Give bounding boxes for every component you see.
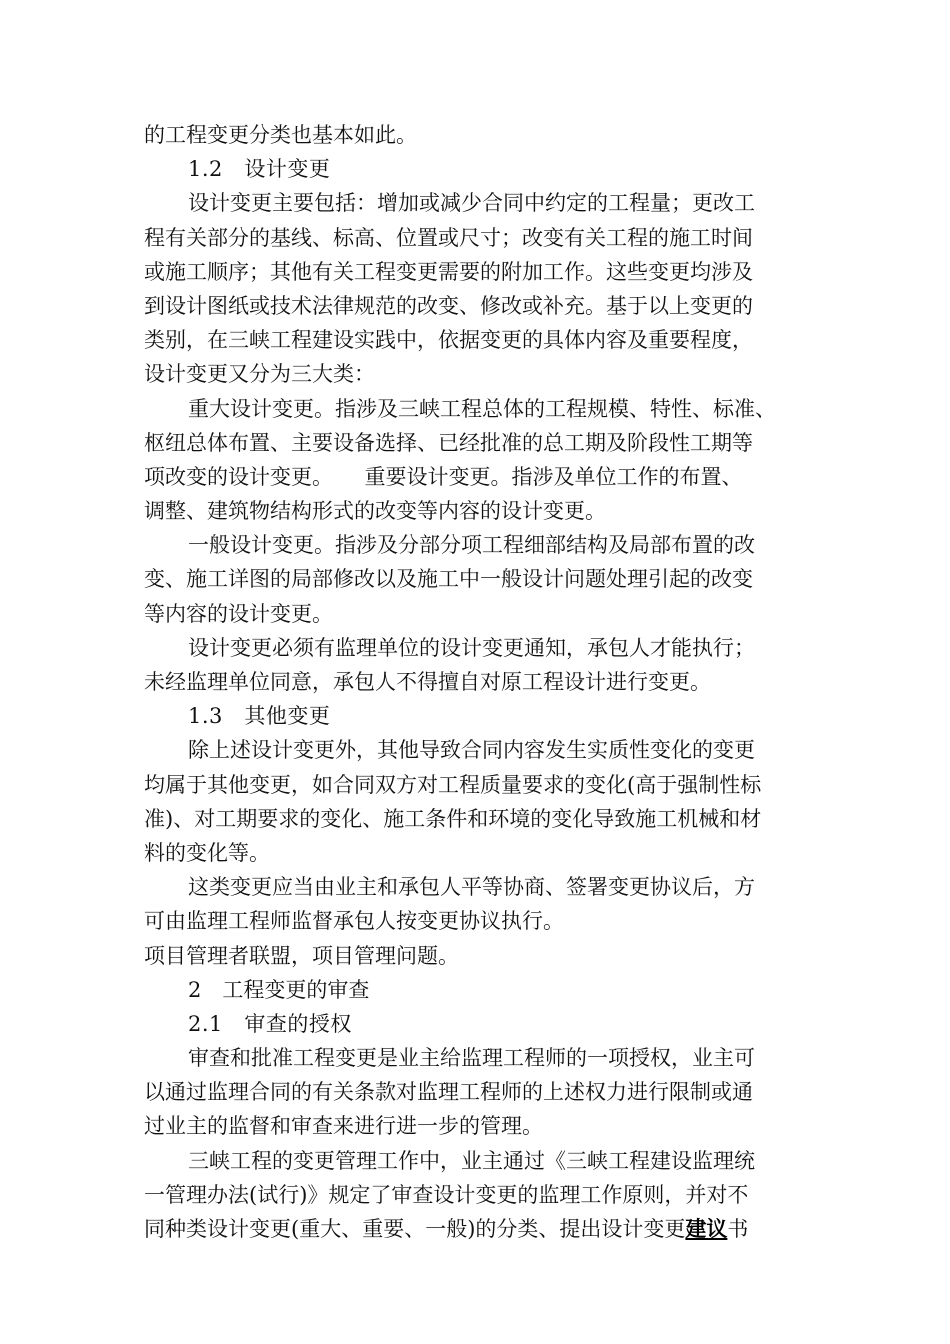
text-line: 设计变更主要包括：增加或减少合同中约定的工程量；更改工 xyxy=(188,191,755,216)
last-line-tail: 书 xyxy=(727,1217,749,1241)
text-line: 三峡工程的变更管理工作中，业主通过《三峡工程建设监理统 xyxy=(188,1148,755,1173)
text-line: 过业主的监督和审查来进行进一步的管理。 xyxy=(144,1114,543,1139)
text-line: 调整、建筑物结构形式的改变等内容的设计变更。 xyxy=(144,499,606,524)
text-line: 枢纽总体布置、主要设备选择、已经批准的总工期及阶段性工期等 xyxy=(144,430,753,455)
text-line: 这类变更应当由业主和承包人平等协商、签署变更协议后，方 xyxy=(188,875,755,900)
text-line-last xyxy=(144,1212,808,1246)
section-heading-1-2: 1.2 设计变更 xyxy=(188,157,331,182)
text-line: 的工程变更分类也基本如此。 xyxy=(144,123,417,147)
text-line: 类别，在三峡工程建设实践中，依据变更的具体内容及重要程度， xyxy=(144,328,753,353)
text-line: 项改变的设计变更。 重要设计变更。指涉及单位工作的布置、 xyxy=(144,464,743,489)
text-line: 一管理办法(试行)》规定了审查设计变更的监理工作原则，并对不 xyxy=(144,1182,749,1207)
suggestion-link[interactable]: 建议 xyxy=(685,1216,728,1241)
text-line: 料的变化等。 xyxy=(144,840,270,865)
text-line: 以通过监理合同的有关条款对监理工程师的上述权力进行限制或通 xyxy=(144,1080,753,1105)
document-body xyxy=(144,118,808,1246)
section-heading-2-1: 2.1 审查的授权 xyxy=(188,1011,352,1036)
text-line: 未经监理单位同意，承包人不得擅自对原工程设计进行变更。 xyxy=(144,670,711,694)
text-line: 设计变更又分为三大类： xyxy=(144,362,375,387)
text-line: 除上述设计变更外，其他导致合同内容发生实质性变化的变更 xyxy=(188,738,755,763)
text-line: 均属于其他变更，如合同双方对工程质量要求的变化(高于强制性标 xyxy=(144,772,762,797)
text-line: 准)、对工期要求的变化、施工条件和环境的变化导致施工机械和材 xyxy=(144,806,762,831)
last-line-text: 同种类设计变更(重大、重要、一般)的分类、提出设计变更 xyxy=(144,1217,686,1241)
text-line: 项目管理者联盟，项目管理问题。 xyxy=(144,943,459,968)
section-heading-2: 2 工程变更的审查 xyxy=(188,977,370,1002)
text-line: 变、施工详图的局部修改以及施工中一般设计问题处理引起的改变 xyxy=(144,567,753,592)
text-line: 程有关部分的基线、标高、位置或尺寸；改变有关工程的施工时间 xyxy=(144,225,753,250)
text-line: 可由监理工程师监督承包人按变更协议执行。 xyxy=(144,909,564,934)
text-line: 一般设计变更。指涉及分部分项工程细部结构及局部布置的改 xyxy=(188,533,755,558)
section-heading-1-3: 1.3 其他变更 xyxy=(188,704,331,729)
text-line: 重大设计变更。指涉及三峡工程总体的工程规模、特性、标准、 xyxy=(188,396,776,421)
text-line: 审查和批准工程变更是业主给监理工程师的一项授权，业主可 xyxy=(188,1046,755,1071)
text-line: 或施工顺序；其他有关工程变更需要的附加工作。这些变更均涉及 xyxy=(144,259,753,284)
text-line: 到设计图纸或技术法律规范的改变、修改或补充。基于以上变更的 xyxy=(144,293,753,318)
text-line: 等内容的设计变更。 xyxy=(144,601,333,626)
text-line: 设计变更必须有监理单位的设计变更通知，承包人才能执行； xyxy=(188,635,755,660)
